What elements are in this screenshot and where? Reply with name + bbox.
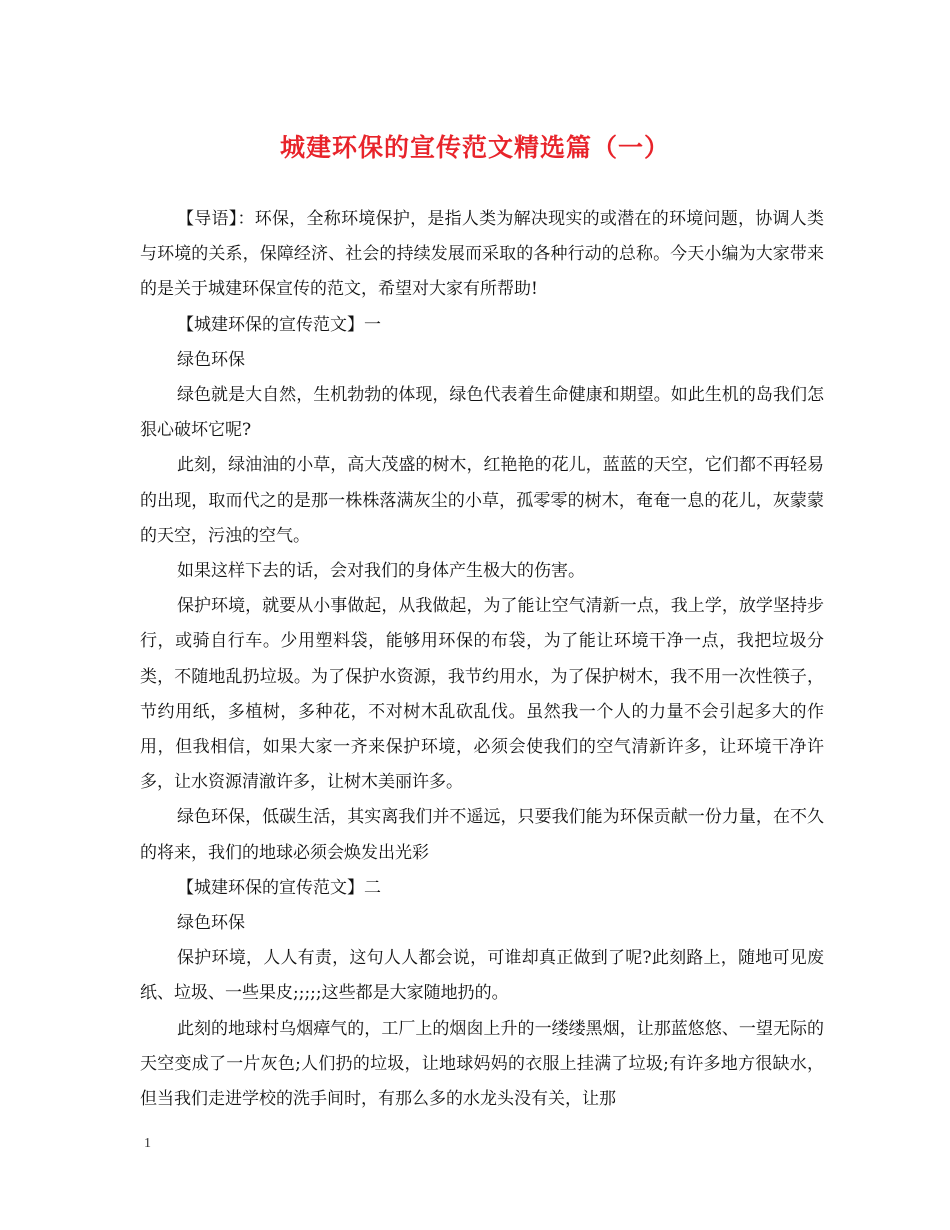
document-body: [140, 202, 824, 1117]
section-heading-one: 【城建环保的宣传范文】一: [177, 314, 381, 335]
section-heading-two: 【城建环保的宣传范文】二: [177, 877, 381, 898]
paragraph: 保护环境，就要从小事做起，从我做起，为了能让空气清新一点，我上学，放学坚持步行，或骑自行车。少用塑料袋，能够用环保的布袋，为了能让环境干净一点，我把垃圾分类，不随地乱扔垃圾。为了保护水资源，我节约用水，为了保护树木，我不用一次性筷子，节约用纸，多植树，多种花，不对树木乱砍乱伐。虽然我一个人的力量不会引起多大的作用，但我相信，如果大家一齐来保护环境，必须会使我们的空气清新许多，让环境干净许多，让水资源清澈许多，让树木美丽许多。: [140, 596, 824, 793]
paragraph: 此刻的地球村乌烟瘴气的，工厂上的烟囱上升的一缕缕黑烟，让那蓝悠悠、一望无际的天空变成了一片灰色;人们扔的垃圾，让地球妈妈的衣服上挂满了垃圾;有许多地方很缺水，但当我们走进学校的洗手间时，有那么多的水龙头没有关，让那: [140, 1018, 824, 1110]
paragraph: 此刻，绿油油的小草，高大茂盛的树木，红艳艳的花儿，蓝蓝的天空，它们都不再轻易的出现，取而代之的是那一株株落满灰尘的小草，孤零零的树木，奄奄一息的花儿，灰蒙蒙的天空，污浊的空气。: [140, 455, 824, 546]
paragraph: 绿色环保，低碳生活，其实离我们并不遥远，只要我们能为环保贡献一份力量，在不久的将来，我们的地球必须会焕发出光彩: [140, 807, 824, 863]
subheading-green: 绿色环保: [177, 913, 245, 934]
subheading-green: 绿色环保: [177, 349, 245, 370]
paragraph-intro: 【导语】：环保，全称环境保护，是指人类为解决现实的或潜在的环境问题，协调人类与环境的关系，保障经济、社会的持续发展而采取的各种行动的总称。今天小编为大家带来的是关于城建环保宣传的范文，希望对大家有所帮助!: [140, 209, 824, 300]
paragraph: 绿色就是大自然，生机勃勃的体现，绿色代表着生命健康和期望。如此生机的岛我们怎狠心破坏它呢?: [140, 385, 824, 441]
page-number: 1: [144, 1136, 151, 1151]
paragraph: 如果这样下去的话，会对我们的身体产生极大的伤害。: [177, 561, 585, 582]
document-title: 城建环保的宣传范文精选篇（一）: [279, 133, 670, 162]
paragraph: 保护环境，人人有责，这句人人都会说，可谁却真正做到了呢?此刻路上，随地可见废纸、垃圾、一些果皮;;;;;这些都是大家随地扔的。: [140, 948, 824, 1004]
